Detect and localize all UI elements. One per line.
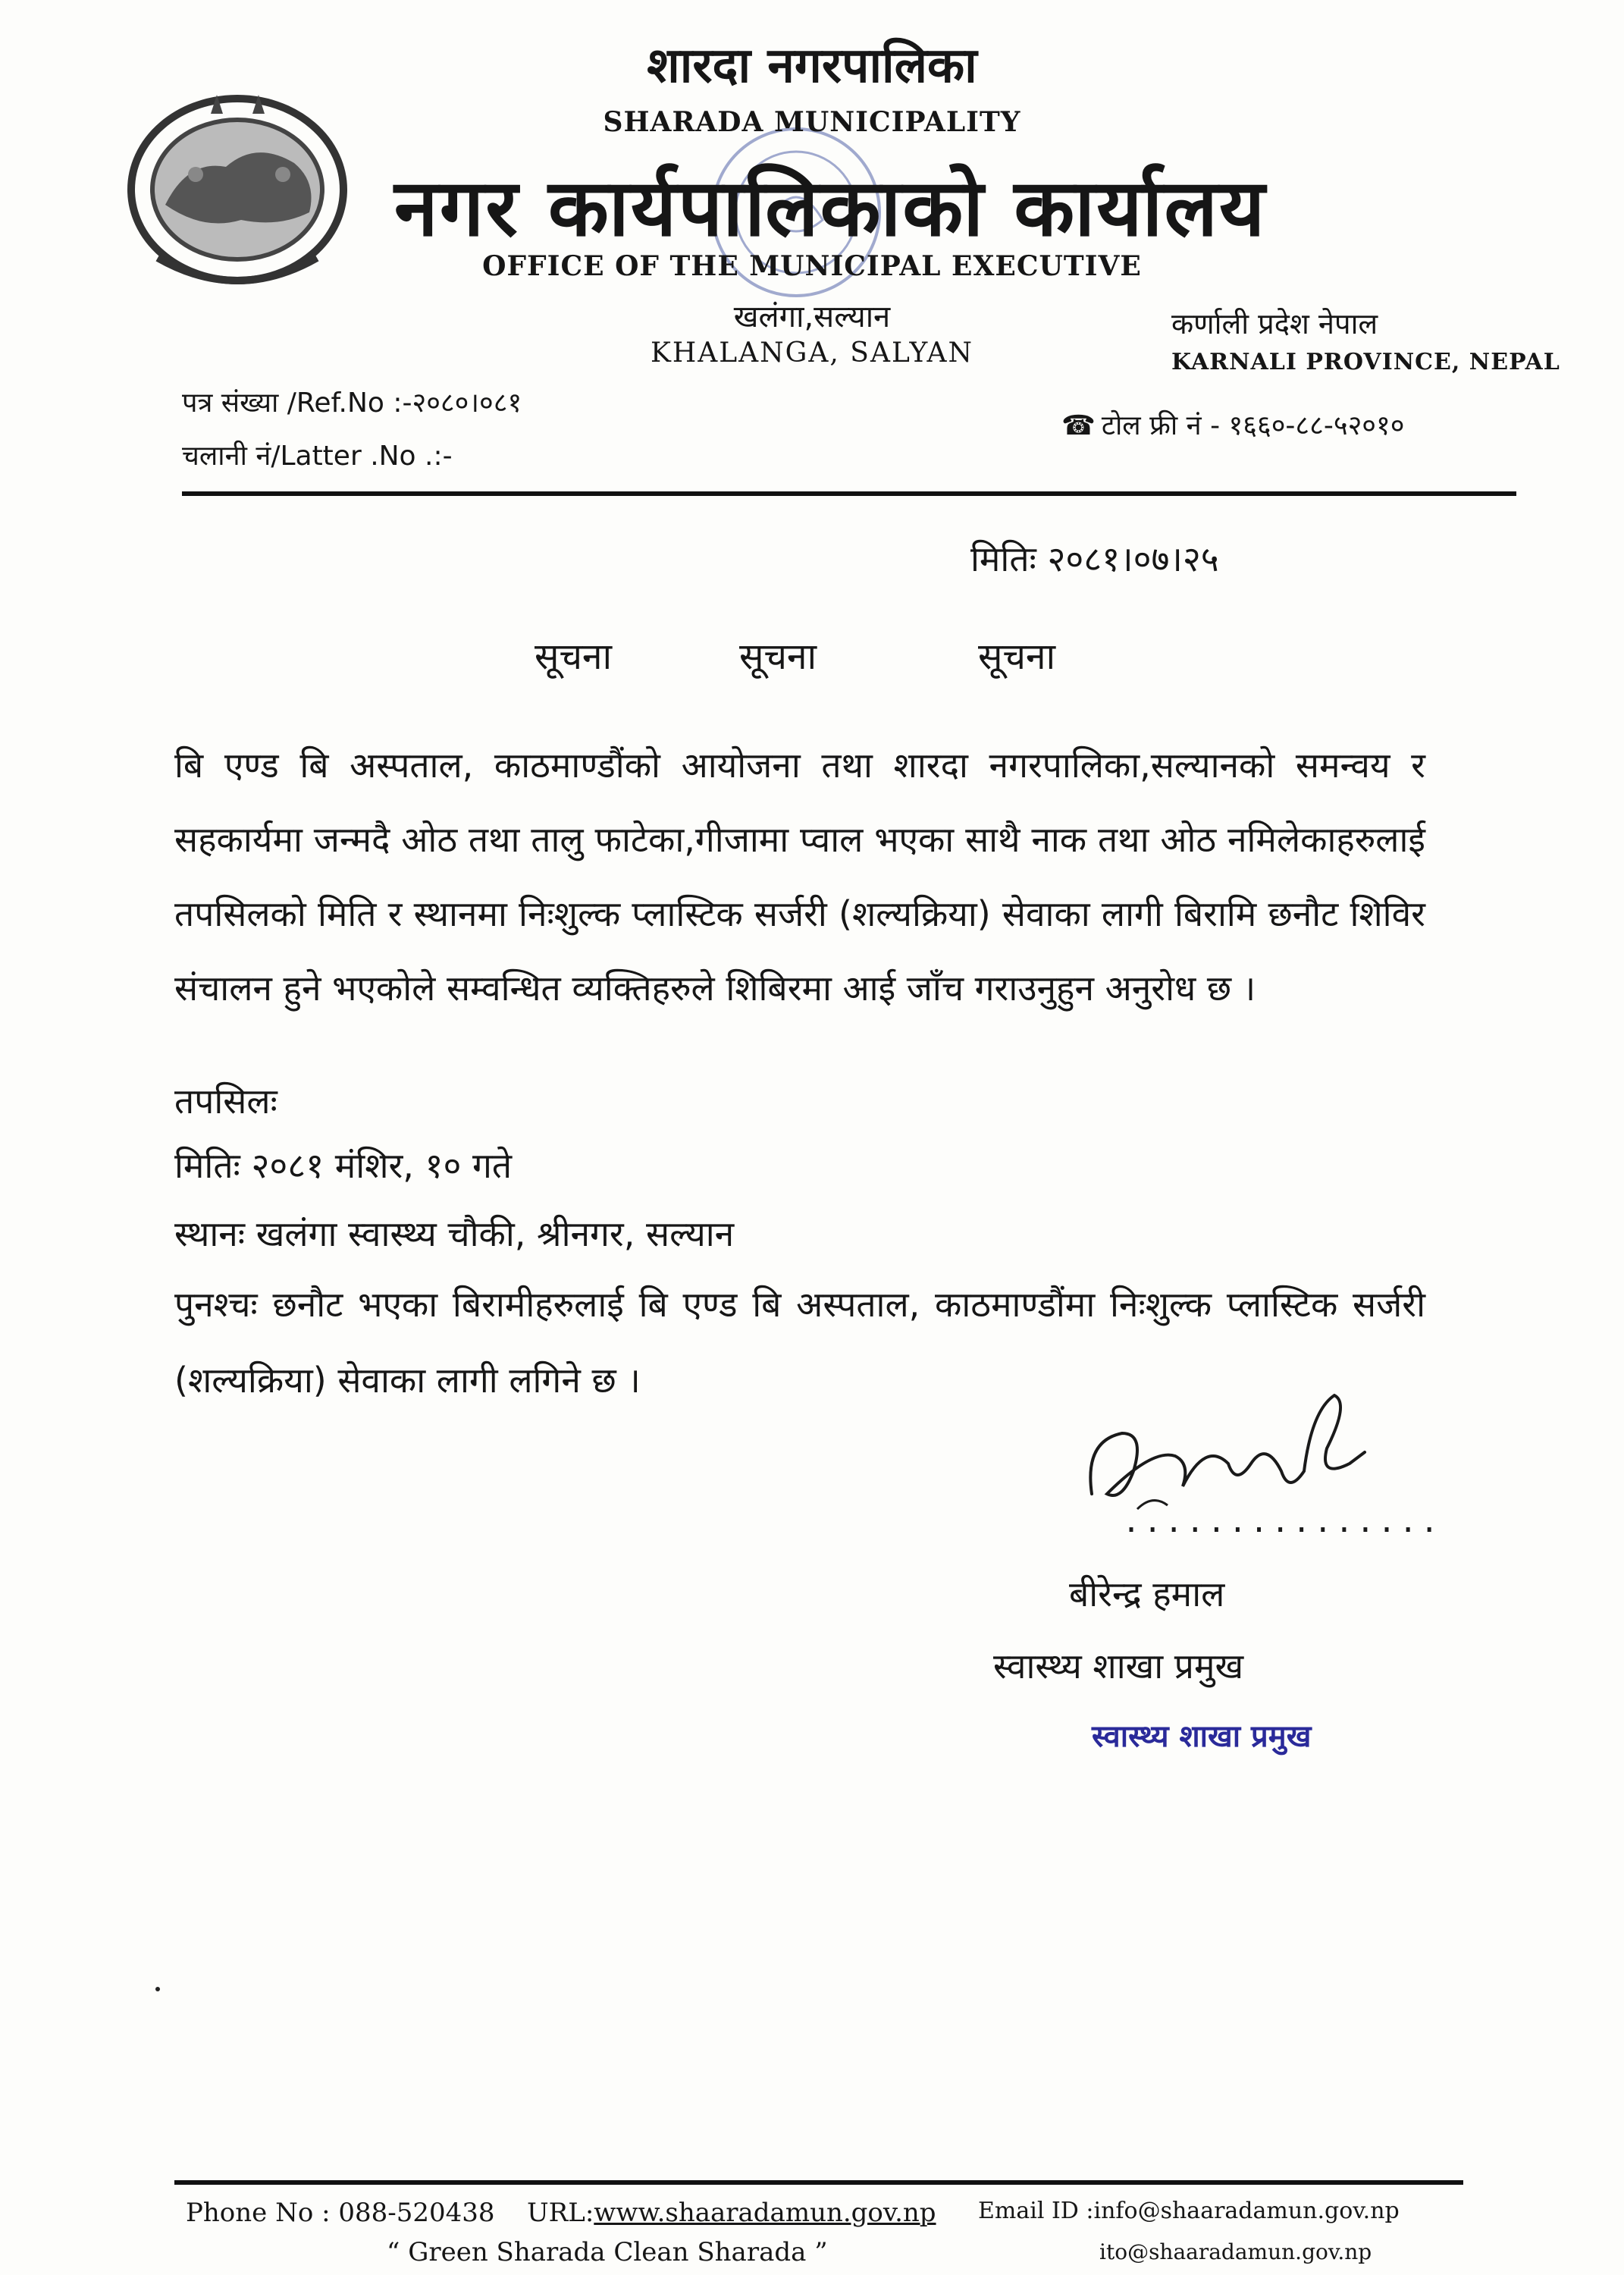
footer-divider [174,2180,1463,2185]
notice-heading-1: सूचना [535,635,613,678]
notice-heading-3: सूचना [978,635,1056,678]
footer-url [527,2198,936,2228]
telephone-icon: ☎ [1061,410,1096,441]
municipality-name-np: शारदा नगरपालिका [647,38,977,94]
toll-free-text: टोल फ्री नं - १६६०-८८-५२०१० [1101,410,1405,441]
website-link[interactable]: www.shaaradamun.gov.np [594,2198,936,2228]
stray-mark [155,1987,160,1991]
signature-dots: ............... [1122,1505,1442,1539]
province-en: KARNALI PROVINCE, NEPAL [1171,349,1560,375]
footer-slogan: “ Green Sharada Clean Sharada ” [387,2237,828,2267]
details-label: तपसिलः [174,1081,277,1122]
official-stamp: स्वास्थ्य शाखा प्रमुख [1092,1719,1312,1754]
footer-email: Email ID :info@shaaradamun.gov.np [978,2198,1400,2224]
footer-phone: Phone No : 088-520438 [186,2198,495,2228]
postscript-paragraph: पुनश्चः छनौट भएका बिरामीहरुलाई बि एण्ड बि अस्पताल, काठमाण्डौंमा निःशुल्क प्लास्टिक सर्जरी (शल्यक्रिया) सेवाका लागी लगिने छ । [174,1284,1425,1401]
office-name-en: OFFICE OF THE MUNICIPAL EXECUTIVE [482,250,1142,282]
footer-url-label: URL: [527,2198,594,2228]
camp-location: स्थानः खलंगा स्वास्थ्य चौकी, श्रीनगर, सल्यान [174,1213,735,1254]
notice-heading-2: सूचना [739,635,817,678]
letter-date: मितिः २०८१।०७।२५ [970,538,1219,579]
header-divider [182,491,1516,496]
handwritten-signature [1061,1380,1442,1539]
province-np: कर्णाली प्रदेश नेपाल [1171,307,1378,340]
office-name-np: नगर कार्यपालिकाको कार्यालय [394,162,1267,254]
footer-email-secondary: ito@shaaradamun.gov.np [1099,2239,1372,2264]
municipality-name-en: SHARADA MUNICIPALITY [603,106,1021,138]
dispatch-number: चलानी नं/Latter .No .:- [182,441,453,472]
signatory-name: बीरेन्द्र हमाल [1069,1574,1225,1614]
notice-body-paragraph: बि एण्ड बि अस्पताल, काठमाण्डौंको आयोजना तथा शारदा नगरपालिका,सल्यानको समन्वय र सहकार्यमा जन्मदै ओठ तथा तालु फाटेका,गीजामा प्वाल भएका साथै नाक तथा ओठ नमिलेकाहरुलाई तपसिलको मिति र स्थानमा निःशुल्क प्लास्टिक सर्जरी (शल्यक्रिया) सेवाका लागी बिरामि छनौट शिविर संचालन हुने भएकोले सम्वन्धित व्यक्तिहरुले शिबिरमा आई जाँच गराउनुहुन अनुरोध छ । [174,745,1425,1009]
address-en: KHALANGA, SALYAN [650,337,974,369]
camp-date: मितिः २०८१ मंशिर, १० गते [174,1145,513,1186]
reference-number: पत्र संख्या /Ref.No :-२०८०।०८१ [182,388,522,419]
address-np: खलंगा,सल्यान [733,300,891,334]
toll-free-number [1061,406,1404,443]
signatory-title: स्वास्थ्य शाखा प्रमुख [993,1646,1244,1687]
